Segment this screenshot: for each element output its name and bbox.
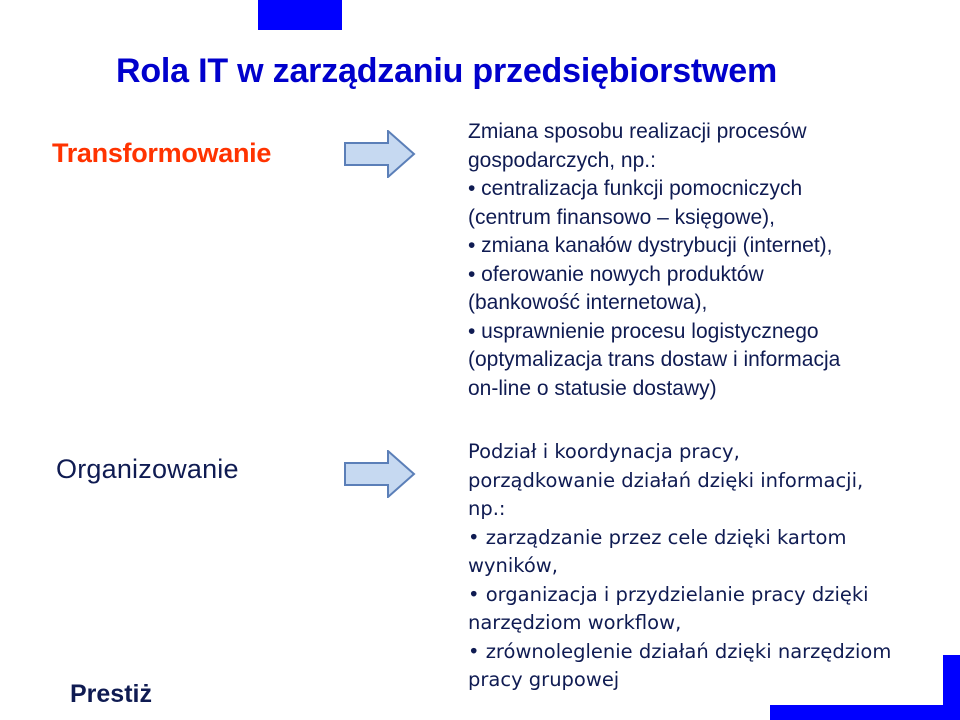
description-line: on-line o statusie dostawy) (468, 376, 717, 400)
top-accent-bar (258, 0, 342, 30)
description-line: narzędziom workflow, (468, 611, 682, 634)
description-line: • organizacja i przydzielanie pracy dzięki (468, 582, 869, 606)
label-organizowanie: Organizowanie (56, 454, 239, 484)
description-line: porządkowanie działań dzięki informacji, (468, 468, 864, 492)
description-line: • centralizacja funkcji pomocniczych (468, 177, 803, 200)
description-line: (bankowość internetowa), (468, 291, 708, 314)
bottom-right-accent-horizontal (770, 705, 960, 720)
label-prestiz: Prestiż (70, 680, 152, 708)
description-line: Podział i koordynacja pracy, (468, 440, 740, 463)
right-arrow-icon (344, 450, 416, 498)
description-line: gospodarczych, np.: (468, 148, 656, 172)
transformowanie-description (468, 118, 840, 403)
description-line: • oferowanie nowych produktów (468, 262, 764, 286)
description-line: Zmiana sposobu realizacji procesów (468, 120, 807, 143)
label-transformowanie: Transformowanie (52, 138, 272, 168)
description-line: • usprawnienie procesu logistycznego (468, 319, 819, 343)
description-line: (optymalizacja trans dostaw i informacja (468, 348, 841, 371)
description-line: • zmiana kanałów dystrybucji (internet), (468, 234, 833, 257)
description-line: • zarządzanie przez cele dzięki kartom (468, 525, 847, 549)
description-line: • zrównoleglenie działań dzięki narzędziom (468, 639, 892, 663)
right-arrow-icon (344, 130, 416, 178)
slide-title: Rola IT w zarządzaniu przedsiębiorstwem (116, 52, 778, 90)
description-line: pracy grupowej (468, 668, 620, 691)
description-line: np.: (468, 497, 506, 520)
organizowanie-description (468, 438, 891, 695)
description-line: (centrum finansowo – księgowe), (468, 205, 775, 229)
description-line: wyników, (468, 554, 558, 577)
